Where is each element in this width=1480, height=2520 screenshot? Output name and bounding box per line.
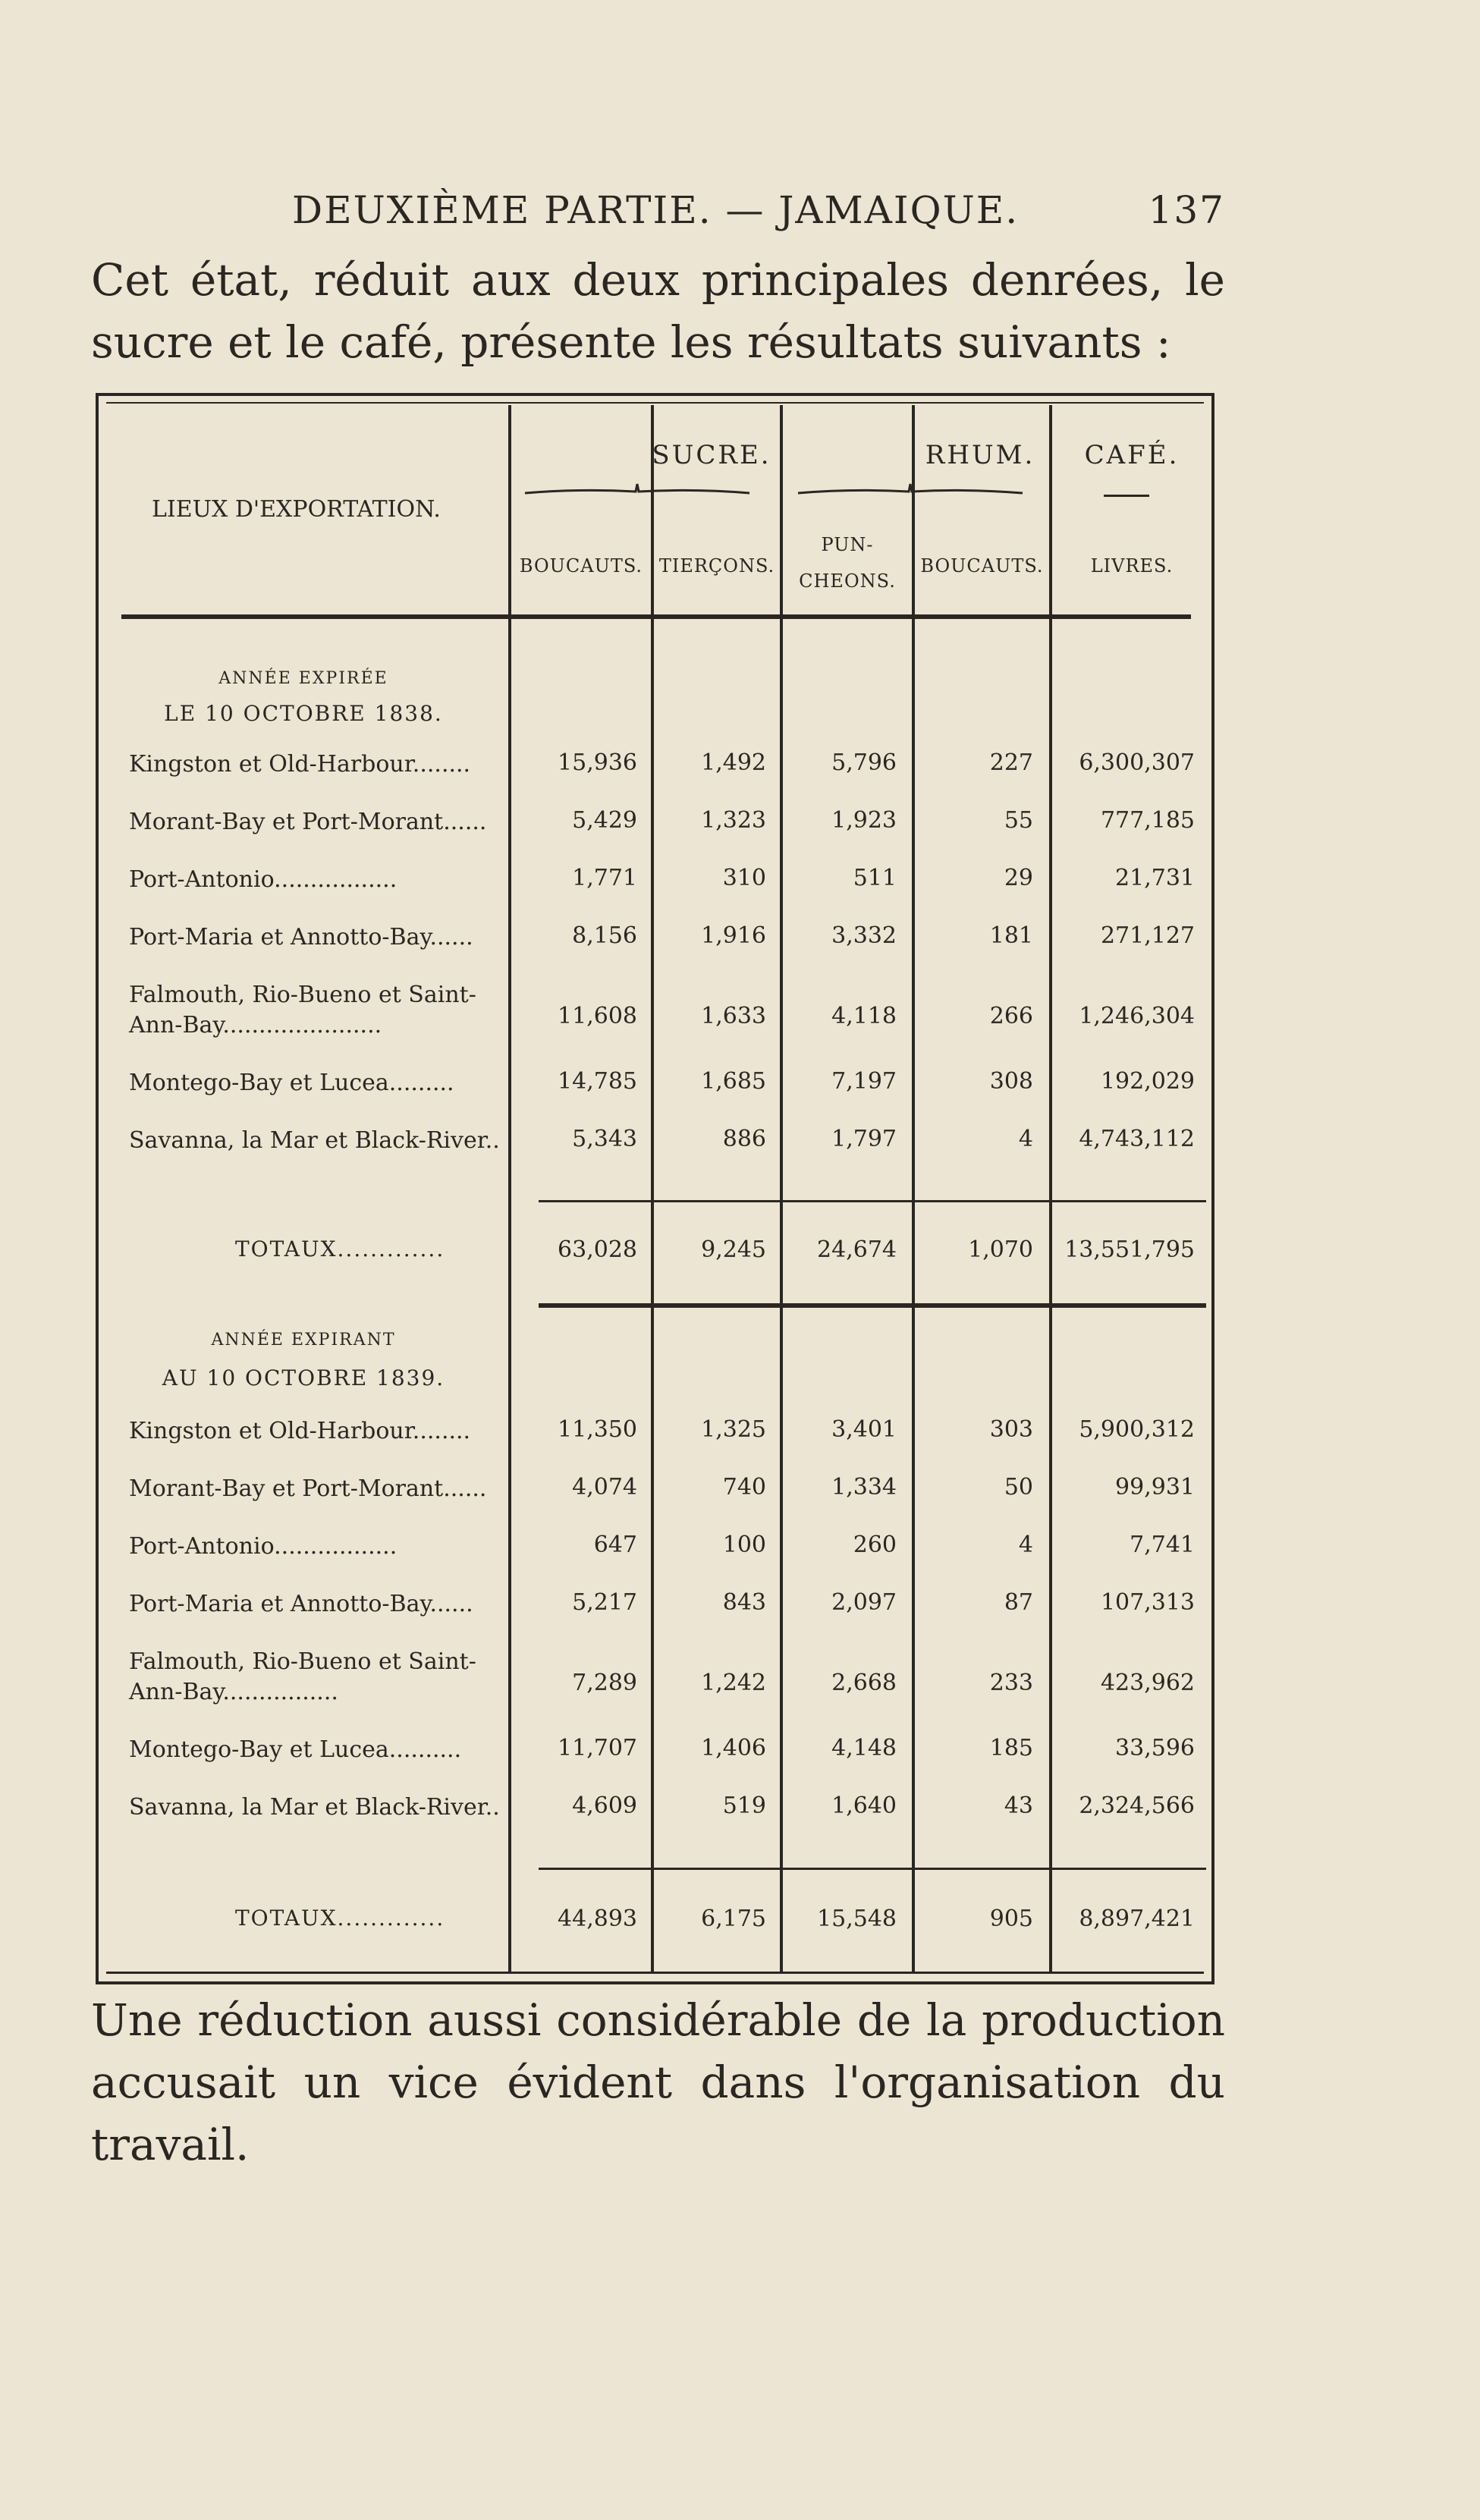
table-cell: 15,936 [558, 749, 637, 776]
table-cell: 24,674 [817, 1236, 897, 1263]
table-cell: 21,731 [1115, 865, 1195, 891]
table-cell: 1,325 [701, 1416, 766, 1443]
table-cell: 7,741 [1130, 1532, 1195, 1558]
table-cell: 6,175 [701, 1906, 766, 1932]
table-cell: 14,785 [558, 1068, 637, 1095]
col-header-lieux: LIEUX D'EXPORTATION. [152, 496, 441, 523]
table-row [99, 749, 1202, 797]
table-row [99, 865, 1202, 912]
col-header-puncheons-2: CHEONS. [799, 570, 896, 592]
table-cell: 43 [1004, 1793, 1033, 1819]
place-name: Port-Maria et Annotto-Bay...... [129, 924, 473, 950]
table-row [99, 1126, 1202, 1173]
table-cell: 303 [989, 1416, 1033, 1443]
col-header-puncheons-1: PUN- [821, 534, 874, 555]
place-name: Montego-Bay et Lucea.......... [129, 1736, 462, 1763]
table-row [99, 1589, 1202, 1636]
table-cell: 1,923 [831, 807, 897, 834]
table-cell: 63,028 [558, 1236, 637, 1263]
table-cell: 13,551,795 [1064, 1236, 1195, 1263]
table-cell: 50 [1004, 1474, 1033, 1500]
table-cell: 4 [1018, 1532, 1033, 1558]
table-row [99, 1416, 1202, 1463]
section1-line1: ANNÉE EXPIRÉE [218, 669, 388, 688]
table-cell: 107,313 [1100, 1589, 1195, 1616]
place-name: Kingston et Old-Harbour........ [129, 751, 471, 778]
table-cell: 1,246,304 [1079, 1003, 1195, 1029]
table-cell: 29 [1004, 865, 1033, 891]
place-name: Savanna, la Mar et Black-River.. [129, 1127, 500, 1154]
table-cell: 1,070 [968, 1236, 1033, 1263]
group-header-cafe: CAFÉ. [1084, 440, 1180, 470]
table-cell: 4,609 [572, 1793, 637, 1819]
table-cell: 423,962 [1100, 1670, 1195, 1696]
running-head-title: DEUXIÈME PARTIE. — JAMAIQUE. [292, 188, 1020, 232]
place-name: Port-Antonio................. [129, 866, 397, 893]
table-cell: 7,197 [831, 1068, 897, 1095]
table-cell: 1,771 [572, 865, 637, 891]
table-cell: 5,343 [572, 1126, 637, 1152]
totals-row [99, 1236, 1202, 1284]
table-cell: 100 [722, 1532, 766, 1558]
place-name: Port-Maria et Annotto-Bay...... [129, 1591, 473, 1617]
table-cell: 192,029 [1100, 1068, 1195, 1095]
section2-total-label: TOTAUX............. [235, 1906, 445, 1931]
table-cell: 1,916 [701, 922, 766, 949]
table-cell: 3,332 [831, 922, 897, 949]
intro-paragraph: Cet état, réduit aux deux principales denrées, le sucre et le café, présente les résultats suivants : [91, 254, 1225, 368]
table-cell: 8,897,421 [1079, 1906, 1195, 1932]
table-row [99, 1474, 1202, 1521]
table-cell: 1,640 [831, 1793, 897, 1819]
section2-line1: ANNÉE EXPIRANT [211, 1331, 396, 1350]
col-header-tiercons: TIERÇONS. [658, 555, 775, 577]
export-table [96, 393, 1214, 1984]
table-row [99, 1735, 1202, 1782]
table-cell: 271,127 [1100, 922, 1195, 949]
table-cell: 519 [722, 1793, 766, 1819]
table-cell: 1,685 [701, 1068, 766, 1095]
table-row [99, 1647, 1202, 1705]
table-cell: 87 [1004, 1589, 1033, 1616]
table-cell: 843 [722, 1589, 766, 1616]
place-name: Port-Antonio................. [129, 1533, 397, 1560]
table-row [99, 1068, 1202, 1115]
table-cell: 227 [989, 749, 1033, 776]
brace-sucre [523, 481, 751, 496]
table-cell: 2,097 [831, 1589, 897, 1616]
place-name: Savanna, la Mar et Black-River.. [129, 1794, 500, 1821]
place-name: Falmouth, Rio-Bueno et Saint- Ann-Bay...................... [129, 982, 476, 1038]
table-cell: 740 [722, 1474, 766, 1500]
section1-line2: LE 10 OCTOBRE 1838. [164, 701, 443, 726]
table-cell: 4,074 [572, 1474, 637, 1500]
table-cell: 55 [1004, 807, 1033, 834]
table-row [99, 980, 1202, 1038]
subtotal-rule-2 [539, 1868, 1206, 1870]
table-cell: 886 [722, 1126, 766, 1152]
running-head [292, 188, 1225, 232]
table-cell: 6,300,307 [1079, 749, 1195, 776]
table-cell: 266 [989, 1003, 1033, 1029]
table-cell: 99,931 [1115, 1474, 1195, 1500]
table-cell: 5,796 [831, 749, 897, 776]
section2-line2: AU 10 OCTOBRE 1839. [162, 1365, 445, 1390]
table-cell: 1,334 [831, 1474, 897, 1500]
table-cell: 4,148 [831, 1735, 897, 1761]
table-cell: 5,429 [572, 807, 637, 834]
section-rule [539, 1303, 1206, 1308]
table-cell: 308 [989, 1068, 1033, 1095]
table-cell: 185 [989, 1735, 1033, 1761]
group-header-sucre: SUCRE. [652, 440, 771, 470]
table-cell: 5,900,312 [1079, 1416, 1195, 1443]
table-cell: 2,324,566 [1079, 1793, 1195, 1819]
table-cell: 44,893 [558, 1906, 637, 1932]
table-cell: 905 [989, 1906, 1033, 1932]
table-cell: 15,548 [817, 1906, 897, 1932]
table-cell: 2,668 [831, 1670, 897, 1696]
place-name: Kingston et Old-Harbour........ [129, 1418, 471, 1444]
table-cell: 3,401 [831, 1416, 897, 1443]
table-row [99, 922, 1202, 969]
table-cell: 4,743,112 [1079, 1126, 1195, 1152]
table-row [99, 1532, 1202, 1579]
table-cell: 310 [722, 865, 766, 891]
group-header-rhum: RHUM. [925, 440, 1035, 470]
dash-cafe [1104, 495, 1149, 497]
table-cell: 1,242 [701, 1670, 766, 1696]
place-name: Morant-Bay et Port-Morant...... [129, 1475, 487, 1502]
col-header-livres: LIVRES. [1090, 555, 1174, 577]
brace-rhum [797, 481, 1024, 496]
col-header-boucauts-sucre: BOUCAUTS. [519, 555, 643, 577]
page-number: 137 [1148, 188, 1225, 232]
table-cell: 7,289 [572, 1670, 637, 1696]
table-cell: 777,185 [1100, 807, 1195, 834]
outro-paragraph: Une réduction aussi considérable de la production accusait un vice évident dans l'organisation du travail. [91, 1994, 1225, 2170]
table-cell: 11,350 [558, 1416, 637, 1443]
table-cell: 1,633 [701, 1003, 766, 1029]
table-cell: 1,406 [701, 1735, 766, 1761]
table-cell: 33,596 [1115, 1735, 1195, 1761]
table-row [99, 807, 1202, 854]
table-cell: 4,118 [831, 1003, 897, 1029]
subtotal-rule-1 [539, 1200, 1206, 1202]
table-cell: 11,608 [558, 1003, 637, 1029]
table-cell: 647 [593, 1532, 637, 1558]
totals-row [99, 1906, 1202, 1953]
table-cell: 5,217 [572, 1589, 637, 1616]
table-cell: 511 [853, 865, 897, 891]
table-cell: 8,156 [572, 922, 637, 949]
header-rule [121, 614, 1191, 619]
col-header-boucauts-rhum: BOUCAUTS. [920, 555, 1044, 577]
table-cell: 233 [989, 1670, 1033, 1696]
table-cell: 4 [1018, 1126, 1033, 1152]
table-cell: 1,797 [831, 1126, 897, 1152]
table-cell: 11,707 [558, 1735, 637, 1761]
table-cell: 1,492 [701, 749, 766, 776]
table-cell: 1,323 [701, 807, 766, 834]
table-row [99, 1793, 1202, 1840]
place-name: Montego-Bay et Lucea......... [129, 1070, 454, 1096]
place-name: Falmouth, Rio-Bueno et Saint- Ann-Bay................ [129, 1648, 476, 1705]
place-name: Morant-Bay et Port-Morant...... [129, 809, 487, 835]
section1-total-label: TOTAUX............. [235, 1236, 445, 1262]
table-cell: 9,245 [701, 1236, 766, 1263]
table-cell: 181 [989, 922, 1033, 949]
table-cell: 260 [853, 1532, 897, 1558]
